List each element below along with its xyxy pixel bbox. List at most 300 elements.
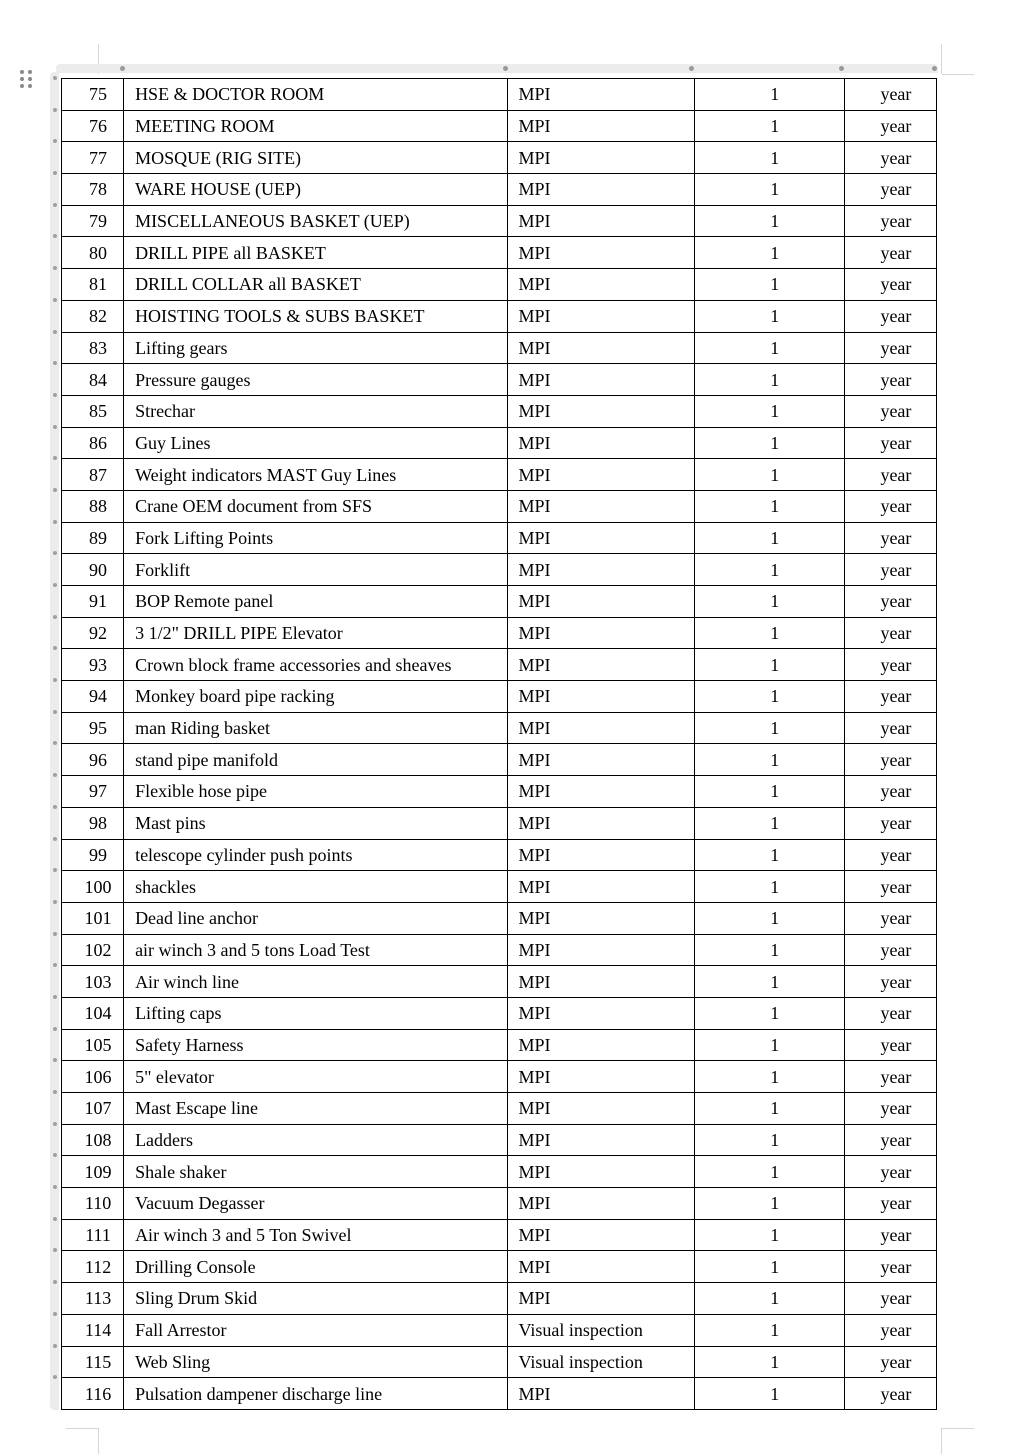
row-handle-dot[interactable] xyxy=(53,425,57,429)
frequency-unit-cell[interactable]: year xyxy=(844,1093,936,1125)
row-number-cell[interactable]: 80 xyxy=(62,237,124,269)
quantity-cell[interactable]: 1 xyxy=(694,617,844,649)
table-row xyxy=(62,712,937,744)
row-handle-dot[interactable] xyxy=(53,1312,57,1316)
row-number-cell[interactable]: 81 xyxy=(62,269,124,301)
inspection-method-cell[interactable]: MPI xyxy=(507,617,694,649)
row-number-cell[interactable]: 106 xyxy=(62,1061,124,1093)
item-name-cell[interactable]: Lifting gears xyxy=(124,332,507,364)
row-number-cell[interactable]: 116 xyxy=(62,1378,124,1410)
item-name-cell[interactable]: Safety Harness xyxy=(124,1029,507,1061)
crop-mark-bottom-right-horizontal xyxy=(942,1428,974,1429)
frequency-unit-cell[interactable]: year xyxy=(844,1061,936,1093)
frequency-unit-cell[interactable]: year xyxy=(844,649,936,681)
item-name-cell[interactable]: Guy Lines xyxy=(124,427,507,459)
inspection-method-cell[interactable]: MPI xyxy=(507,586,694,618)
row-handle-dot[interactable] xyxy=(53,1217,57,1221)
quantity-cell[interactable]: 1 xyxy=(694,269,844,301)
item-name-cell[interactable]: Strechar xyxy=(124,395,507,427)
quantity-cell[interactable]: 1 xyxy=(694,712,844,744)
table-row xyxy=(62,1378,937,1410)
quantity-cell[interactable]: 1 xyxy=(694,1346,844,1378)
row-handle-dot[interactable] xyxy=(53,615,57,619)
item-name-cell[interactable]: HOISTING TOOLS & SUBS BASKET xyxy=(124,300,507,332)
row-number-cell[interactable]: 90 xyxy=(62,554,124,586)
row-handle-dot[interactable] xyxy=(53,1090,57,1094)
row-handle-dot[interactable] xyxy=(53,393,57,397)
column-resize-handle[interactable] xyxy=(689,66,694,71)
frequency-unit-cell[interactable]: year xyxy=(844,205,936,237)
table-row xyxy=(62,902,937,934)
inspection-method-cell[interactable]: MPI xyxy=(507,712,694,744)
inspection-method-cell[interactable]: Visual inspection xyxy=(507,1346,694,1378)
quantity-cell[interactable]: 1 xyxy=(694,1251,844,1283)
row-number-cell[interactable]: 82 xyxy=(62,300,124,332)
row-number-cell[interactable]: 112 xyxy=(62,1251,124,1283)
item-name-cell[interactable]: Drilling Console xyxy=(124,1251,507,1283)
frequency-unit-cell[interactable]: year xyxy=(844,1124,936,1156)
inspection-method-cell[interactable]: MPI xyxy=(507,269,694,301)
inspection-method-cell[interactable]: MPI xyxy=(507,776,694,808)
row-number-cell[interactable]: 95 xyxy=(62,712,124,744)
inspection-method-cell[interactable]: MPI xyxy=(507,1061,694,1093)
table-row xyxy=(62,776,937,808)
inspection-method-cell[interactable]: MPI xyxy=(507,1219,694,1251)
quantity-cell[interactable]: 1 xyxy=(694,1093,844,1125)
inspection-method-cell[interactable]: MPI xyxy=(507,1283,694,1315)
item-name-cell[interactable]: Forklift xyxy=(124,554,507,586)
row-number-cell[interactable]: 109 xyxy=(62,1156,124,1188)
quantity-cell[interactable]: 1 xyxy=(694,364,844,396)
column-resize-handle[interactable] xyxy=(120,66,125,71)
frequency-unit-cell[interactable]: year xyxy=(844,364,936,396)
quantity-cell[interactable]: 1 xyxy=(694,490,844,522)
row-number-cell[interactable]: 97 xyxy=(62,776,124,808)
table-row xyxy=(62,1283,937,1315)
table-row xyxy=(62,586,937,618)
frequency-unit-cell[interactable]: year xyxy=(844,79,936,111)
item-name-cell[interactable]: Mast pins xyxy=(124,807,507,839)
row-number-cell[interactable]: 75 xyxy=(62,79,124,111)
row-number-cell[interactable]: 83 xyxy=(62,332,124,364)
inspection-method-cell[interactable]: MPI xyxy=(507,649,694,681)
quantity-cell[interactable]: 1 xyxy=(694,997,844,1029)
item-name-cell[interactable]: BOP Remote panel xyxy=(124,586,507,618)
quantity-cell[interactable]: 1 xyxy=(694,395,844,427)
item-name-cell[interactable]: man Riding basket xyxy=(124,712,507,744)
quantity-cell[interactable]: 1 xyxy=(694,934,844,966)
row-handle-dot[interactable] xyxy=(53,488,57,492)
frequency-unit-cell[interactable]: year xyxy=(844,744,936,776)
row-number-cell[interactable]: 96 xyxy=(62,744,124,776)
quantity-cell[interactable]: 1 xyxy=(694,966,844,998)
item-name-cell[interactable]: Vacuum Degasser xyxy=(124,1188,507,1220)
row-handle-dot[interactable] xyxy=(53,678,57,682)
row-number-cell[interactable]: 110 xyxy=(62,1188,124,1220)
frequency-unit-cell[interactable]: year xyxy=(844,174,936,206)
frequency-unit-cell[interactable]: year xyxy=(844,1314,936,1346)
table-row xyxy=(62,1251,937,1283)
item-name-cell[interactable]: Ladders xyxy=(124,1124,507,1156)
frequency-unit-cell[interactable]: year xyxy=(844,807,936,839)
inspection-method-cell[interactable]: MPI xyxy=(507,744,694,776)
quantity-cell[interactable]: 1 xyxy=(694,142,844,174)
frequency-unit-cell[interactable]: year xyxy=(844,237,936,269)
item-name-cell[interactable]: MISCELLANEOUS BASKET (UEP) xyxy=(124,205,507,237)
row-handle-dot[interactable] xyxy=(53,1027,57,1031)
inspection-method-cell[interactable]: MPI xyxy=(507,522,694,554)
frequency-unit-cell[interactable]: year xyxy=(844,1346,936,1378)
item-name-cell[interactable]: Shale shaker xyxy=(124,1156,507,1188)
quantity-cell[interactable]: 1 xyxy=(694,1283,844,1315)
inspection-method-cell[interactable]: MPI xyxy=(507,966,694,998)
table-row xyxy=(62,1188,937,1220)
row-handle-dot[interactable] xyxy=(53,995,57,999)
drag-handle-icon[interactable] xyxy=(20,70,34,90)
frequency-unit-cell[interactable]: year xyxy=(844,776,936,808)
row-handle-dot[interactable] xyxy=(53,361,57,365)
row-handle-dot[interactable] xyxy=(53,1248,57,1252)
frequency-unit-cell[interactable]: year xyxy=(844,934,936,966)
row-handle-dot[interactable] xyxy=(53,1058,57,1062)
inspection-method-cell[interactable]: MPI xyxy=(507,554,694,586)
row-number-cell[interactable]: 100 xyxy=(62,871,124,903)
quantity-cell[interactable]: 1 xyxy=(694,1219,844,1251)
frequency-unit-cell[interactable]: year xyxy=(844,1251,936,1283)
item-name-cell[interactable]: Pressure gauges xyxy=(124,364,507,396)
row-handle-dot[interactable] xyxy=(53,203,57,207)
inspection-method-cell[interactable]: MPI xyxy=(507,459,694,491)
quantity-cell[interactable]: 1 xyxy=(694,300,844,332)
table-row xyxy=(62,617,937,649)
row-number-cell[interactable]: 107 xyxy=(62,1093,124,1125)
quantity-cell[interactable]: 1 xyxy=(694,332,844,364)
frequency-unit-cell[interactable]: year xyxy=(844,1029,936,1061)
frequency-unit-cell[interactable]: year xyxy=(844,1219,936,1251)
row-number-cell[interactable]: 93 xyxy=(62,649,124,681)
row-number-cell[interactable]: 104 xyxy=(62,997,124,1029)
row-handle-dot[interactable] xyxy=(53,805,57,809)
frequency-unit-cell[interactable]: year xyxy=(844,1188,936,1220)
quantity-cell[interactable]: 1 xyxy=(694,554,844,586)
row-handle-dot[interactable] xyxy=(53,108,57,112)
frequency-unit-cell[interactable]: year xyxy=(844,554,936,586)
row-number-cell[interactable]: 98 xyxy=(62,807,124,839)
row-handle-dot[interactable] xyxy=(53,868,57,872)
row-handle-dot[interactable] xyxy=(53,900,57,904)
item-name-cell[interactable]: Mast Escape line xyxy=(124,1093,507,1125)
drag-handle-dot xyxy=(28,84,32,88)
quantity-cell[interactable]: 1 xyxy=(694,1156,844,1188)
row-handle-dot[interactable] xyxy=(53,710,57,714)
quantity-cell[interactable]: 1 xyxy=(694,1314,844,1346)
quantity-cell[interactable]: 1 xyxy=(694,681,844,713)
column-resize-handle[interactable] xyxy=(503,66,508,71)
inspection-method-cell[interactable]: Visual inspection xyxy=(507,1314,694,1346)
item-name-cell[interactable]: Air winch 3 and 5 Ton Swivel xyxy=(124,1219,507,1251)
table-row xyxy=(62,1093,937,1125)
drag-handle-dot xyxy=(20,84,24,88)
table-row xyxy=(62,554,937,586)
table-row xyxy=(62,142,937,174)
quantity-cell[interactable]: 1 xyxy=(694,1124,844,1156)
drag-handle-dot xyxy=(20,77,24,81)
quantity-cell[interactable]: 1 xyxy=(694,649,844,681)
row-handle-dot[interactable] xyxy=(53,1185,57,1189)
column-select-bar[interactable] xyxy=(56,64,938,73)
item-name-cell[interactable]: Web Sling xyxy=(124,1346,507,1378)
row-handle-dot[interactable] xyxy=(53,139,57,143)
inspection-method-cell[interactable]: MPI xyxy=(507,1093,694,1125)
frequency-unit-cell[interactable]: year xyxy=(844,871,936,903)
inspection-method-cell[interactable]: MPI xyxy=(507,142,694,174)
frequency-unit-cell[interactable]: year xyxy=(844,459,936,491)
column-resize-handle[interactable] xyxy=(932,66,937,71)
quantity-cell[interactable]: 1 xyxy=(694,1378,844,1410)
inspection-method-cell[interactable]: MPI xyxy=(507,997,694,1029)
inspection-method-cell[interactable]: MPI xyxy=(507,871,694,903)
row-number-cell[interactable]: 105 xyxy=(62,1029,124,1061)
quantity-cell[interactable]: 1 xyxy=(694,174,844,206)
item-name-cell[interactable]: Sling Drum Skid xyxy=(124,1283,507,1315)
row-handle-dot[interactable] xyxy=(53,837,57,841)
inspection-method-cell[interactable]: MPI xyxy=(507,839,694,871)
inspection-method-cell[interactable]: MPI xyxy=(507,681,694,713)
row-handle-dot[interactable] xyxy=(53,330,57,334)
inspection-method-cell[interactable]: MPI xyxy=(507,395,694,427)
inspection-table-body xyxy=(62,79,937,1410)
row-handle-dot[interactable] xyxy=(53,1375,57,1379)
table-row xyxy=(62,395,937,427)
item-name-cell[interactable]: 5" elevator xyxy=(124,1061,507,1093)
quantity-cell[interactable]: 1 xyxy=(694,459,844,491)
frequency-unit-cell[interactable]: year xyxy=(844,490,936,522)
inspection-method-cell[interactable]: MPI xyxy=(507,902,694,934)
inspection-method-cell[interactable]: MPI xyxy=(507,807,694,839)
item-name-cell[interactable]: DRILL COLLAR all BASKET xyxy=(124,269,507,301)
frequency-unit-cell[interactable]: year xyxy=(844,395,936,427)
row-number-cell[interactable]: 78 xyxy=(62,174,124,206)
inspection-method-cell[interactable]: MPI xyxy=(507,364,694,396)
quantity-cell[interactable]: 1 xyxy=(694,110,844,142)
frequency-unit-cell[interactable]: year xyxy=(844,110,936,142)
frequency-unit-cell[interactable]: year xyxy=(844,902,936,934)
item-name-cell[interactable]: 3 1/2" DRILL PIPE Elevator xyxy=(124,617,507,649)
row-handle-dot[interactable] xyxy=(53,76,57,80)
quantity-cell[interactable]: 1 xyxy=(694,1061,844,1093)
row-handle-dot[interactable] xyxy=(53,171,57,175)
row-number-cell[interactable]: 102 xyxy=(62,934,124,966)
inspection-method-cell[interactable]: MPI xyxy=(507,174,694,206)
row-number-cell[interactable]: 103 xyxy=(62,966,124,998)
row-handle-dot[interactable] xyxy=(53,234,57,238)
quantity-cell[interactable]: 1 xyxy=(694,237,844,269)
inspection-method-cell[interactable]: MPI xyxy=(507,300,694,332)
table-row xyxy=(62,744,937,776)
table-row xyxy=(62,110,937,142)
row-handle-dot[interactable] xyxy=(53,298,57,302)
row-number-cell[interactable]: 115 xyxy=(62,1346,124,1378)
table-row xyxy=(62,364,937,396)
row-number-cell[interactable]: 79 xyxy=(62,205,124,237)
row-number-cell[interactable]: 84 xyxy=(62,364,124,396)
item-name-cell[interactable]: shackles xyxy=(124,871,507,903)
inspection-method-cell[interactable]: MPI xyxy=(507,332,694,364)
inspection-method-cell[interactable]: MPI xyxy=(507,237,694,269)
row-number-cell[interactable]: 87 xyxy=(62,459,124,491)
row-handle-dot[interactable] xyxy=(53,1344,57,1348)
table-row xyxy=(62,237,937,269)
item-name-cell[interactable]: Dead line anchor xyxy=(124,902,507,934)
inspection-method-cell[interactable]: MPI xyxy=(507,934,694,966)
frequency-unit-cell[interactable]: year xyxy=(844,300,936,332)
quantity-cell[interactable]: 1 xyxy=(694,427,844,459)
inspection-method-cell[interactable]: MPI xyxy=(507,427,694,459)
item-name-cell[interactable]: Fork Lifting Points xyxy=(124,522,507,554)
inspection-method-cell[interactable]: MPI xyxy=(507,110,694,142)
table-row xyxy=(62,174,937,206)
row-number-cell[interactable]: 86 xyxy=(62,427,124,459)
inspection-method-cell[interactable]: MPI xyxy=(507,1124,694,1156)
frequency-unit-cell[interactable]: year xyxy=(844,332,936,364)
row-number-cell[interactable]: 101 xyxy=(62,902,124,934)
frequency-unit-cell[interactable]: year xyxy=(844,712,936,744)
table-row xyxy=(62,1061,937,1093)
item-name-cell[interactable]: Crane OEM document from SFS xyxy=(124,490,507,522)
quantity-cell[interactable]: 1 xyxy=(694,744,844,776)
frequency-unit-cell[interactable]: year xyxy=(844,427,936,459)
row-number-cell[interactable]: 91 xyxy=(62,586,124,618)
table-row xyxy=(62,490,937,522)
row-number-cell[interactable]: 85 xyxy=(62,395,124,427)
item-name-cell[interactable]: Fall Arrestor xyxy=(124,1314,507,1346)
row-handle-dot[interactable] xyxy=(53,520,57,524)
table-row xyxy=(62,205,937,237)
frequency-unit-cell[interactable]: year xyxy=(844,269,936,301)
item-name-cell[interactable]: Air winch line xyxy=(124,966,507,998)
row-number-cell[interactable]: 114 xyxy=(62,1314,124,1346)
row-number-cell[interactable]: 92 xyxy=(62,617,124,649)
table-row xyxy=(62,934,937,966)
row-handle-dot[interactable] xyxy=(53,1122,57,1126)
row-handle-dot[interactable] xyxy=(53,963,57,967)
inspection-method-cell[interactable]: MPI xyxy=(507,1251,694,1283)
row-number-cell[interactable]: 111 xyxy=(62,1219,124,1251)
table-row xyxy=(62,997,937,1029)
row-handle-dot[interactable] xyxy=(53,1280,57,1284)
frequency-unit-cell[interactable]: year xyxy=(844,681,936,713)
quantity-cell[interactable]: 1 xyxy=(694,1029,844,1061)
table-row xyxy=(62,332,937,364)
frequency-unit-cell[interactable]: year xyxy=(844,617,936,649)
table-row xyxy=(62,807,937,839)
item-name-cell[interactable]: Crown block frame accessories and sheaves xyxy=(124,649,507,681)
row-handle-dot[interactable] xyxy=(53,456,57,460)
crop-mark-bottom-left-vertical xyxy=(98,1428,99,1454)
row-handle-dot[interactable] xyxy=(53,551,57,555)
inspection-table xyxy=(61,78,937,1410)
table-row xyxy=(62,839,937,871)
frequency-unit-cell[interactable]: year xyxy=(844,1156,936,1188)
frequency-unit-cell[interactable]: year xyxy=(844,839,936,871)
inspection-method-cell[interactable]: MPI xyxy=(507,1378,694,1410)
table-row xyxy=(62,871,937,903)
row-handle-dot[interactable] xyxy=(53,773,57,777)
frequency-unit-cell[interactable]: year xyxy=(844,586,936,618)
quantity-cell[interactable]: 1 xyxy=(694,839,844,871)
frequency-unit-cell[interactable]: year xyxy=(844,997,936,1029)
quantity-cell[interactable]: 1 xyxy=(694,522,844,554)
inspection-method-cell[interactable]: MPI xyxy=(507,1156,694,1188)
row-handle-dot[interactable] xyxy=(53,741,57,745)
item-name-cell[interactable]: Weight indicators MAST Guy Lines xyxy=(124,459,507,491)
quantity-cell[interactable]: 1 xyxy=(694,807,844,839)
row-handle-dot[interactable] xyxy=(53,266,57,270)
frequency-unit-cell[interactable]: year xyxy=(844,142,936,174)
inspection-method-cell[interactable]: MPI xyxy=(507,79,694,111)
frequency-unit-cell[interactable]: year xyxy=(844,966,936,998)
quantity-cell[interactable]: 1 xyxy=(694,902,844,934)
row-number-cell[interactable]: 113 xyxy=(62,1283,124,1315)
item-name-cell[interactable]: WARE HOUSE (UEP) xyxy=(124,174,507,206)
table-row xyxy=(62,649,937,681)
column-resize-handle[interactable] xyxy=(839,66,844,71)
item-name-cell[interactable]: DRILL PIPE all BASKET xyxy=(124,237,507,269)
item-name-cell[interactable]: Pulsation dampener discharge line xyxy=(124,1378,507,1410)
item-name-cell[interactable]: HSE & DOCTOR ROOM xyxy=(124,79,507,111)
row-number-cell[interactable]: 88 xyxy=(62,490,124,522)
table-row xyxy=(62,459,937,491)
row-handle-dot[interactable] xyxy=(53,646,57,650)
row-number-cell[interactable]: 76 xyxy=(62,110,124,142)
row-number-cell[interactable]: 99 xyxy=(62,839,124,871)
row-resize-handles[interactable] xyxy=(53,76,57,1407)
inspection-method-cell[interactable]: MPI xyxy=(507,490,694,522)
quantity-cell[interactable]: 1 xyxy=(694,205,844,237)
row-number-cell[interactable]: 77 xyxy=(62,142,124,174)
inspection-method-cell[interactable]: MPI xyxy=(507,205,694,237)
quantity-cell[interactable]: 1 xyxy=(694,1188,844,1220)
item-name-cell[interactable]: MEETING ROOM xyxy=(124,110,507,142)
row-handle-dot[interactable] xyxy=(53,932,57,936)
quantity-cell[interactable]: 1 xyxy=(694,871,844,903)
row-handle-dot[interactable] xyxy=(53,583,57,587)
item-name-cell[interactable]: MOSQUE (RIG SITE) xyxy=(124,142,507,174)
frequency-unit-cell[interactable]: year xyxy=(844,1378,936,1410)
row-number-cell[interactable]: 94 xyxy=(62,681,124,713)
table-row xyxy=(62,522,937,554)
row-number-cell[interactable]: 108 xyxy=(62,1124,124,1156)
frequency-unit-cell[interactable]: year xyxy=(844,1283,936,1315)
item-name-cell[interactable]: stand pipe manifold xyxy=(124,744,507,776)
item-name-cell[interactable]: Monkey board pipe racking xyxy=(124,681,507,713)
item-name-cell[interactable]: Flexible hose pipe xyxy=(124,776,507,808)
item-name-cell[interactable]: telescope cylinder push points xyxy=(124,839,507,871)
table-row xyxy=(62,1219,937,1251)
row-number-cell[interactable]: 89 xyxy=(62,522,124,554)
quantity-cell[interactable]: 1 xyxy=(694,586,844,618)
inspection-method-cell[interactable]: MPI xyxy=(507,1188,694,1220)
inspection-method-cell[interactable]: MPI xyxy=(507,1029,694,1061)
frequency-unit-cell[interactable]: year xyxy=(844,522,936,554)
row-handle-dot[interactable] xyxy=(53,1153,57,1157)
quantity-cell[interactable]: 1 xyxy=(694,79,844,111)
quantity-cell[interactable]: 1 xyxy=(694,776,844,808)
table-row xyxy=(62,300,937,332)
table-row xyxy=(62,1314,937,1346)
item-name-cell[interactable]: air winch 3 and 5 tons Load Test xyxy=(124,934,507,966)
item-name-cell[interactable]: Lifting caps xyxy=(124,997,507,1029)
